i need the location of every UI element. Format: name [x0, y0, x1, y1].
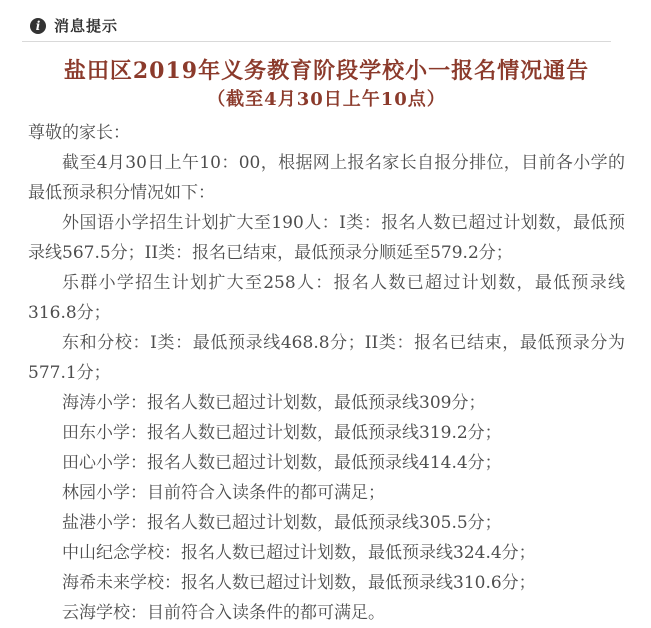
- notice-content: [0, 42, 651, 628]
- salutation: 尊敬的家长：: [28, 123, 130, 143]
- notice-paragraph: 中山纪念学校：报名人数已超过计划数，最低预录线324.4分；: [62, 543, 536, 563]
- notice-paragraph: 东和分校：I类：最低预录线468.8分；II类：报名已结束，最低预录分为577.1分；: [28, 333, 625, 383]
- notice-paragraph: 云海学校：目前符合入读条件的都可满足。: [62, 603, 385, 623]
- header-title: 消息提示: [54, 18, 119, 35]
- info-circle-icon: i: [30, 18, 46, 34]
- notice-paragraph: 海希未来学校：报名人数已超过计划数，最低预录线310.6分；: [62, 573, 536, 593]
- notice-paragraph: 盐港小学：报名人数已超过计划数，最低预录线305.5分；: [62, 513, 502, 533]
- notice-header: [0, 0, 651, 40]
- paragraph-list: [28, 148, 625, 628]
- notice-subtitle: （截至4月30日上午10点）: [207, 89, 446, 110]
- notice-paragraph: 外国语小学招生计划扩大至190人：I类：报名人数已超过计划数，最低预录线567.5分；II类：报名已结束，最低预录分顺延至579.2分；: [28, 213, 625, 263]
- notice-paragraph: 海涛小学：报名人数已超过计划数，最低预录线309分；: [62, 393, 486, 413]
- notice-paragraph: 林园小学：目前符合入读条件的都可满足；: [62, 483, 385, 503]
- notice-paragraph: 田东小学：报名人数已超过计划数，最低预录线319.2分；: [62, 423, 502, 443]
- notice-body: [28, 118, 625, 628]
- notice-paragraph: 截至4月30日上午10：00，根据网上报名家长自报分排位，目前各小学的最低预录积分情况如下：: [28, 153, 625, 203]
- notice-title: 盐田区2019年义务教育阶段学校小一报名情况通告: [63, 58, 590, 84]
- notice-paragraph: 乐群小学招生计划扩大至258人：报名人数已超过计划数，最低预录线316.8分；: [28, 273, 625, 323]
- notice-paragraph: 田心小学：报名人数已超过计划数，最低预录线414.4分；: [62, 453, 502, 473]
